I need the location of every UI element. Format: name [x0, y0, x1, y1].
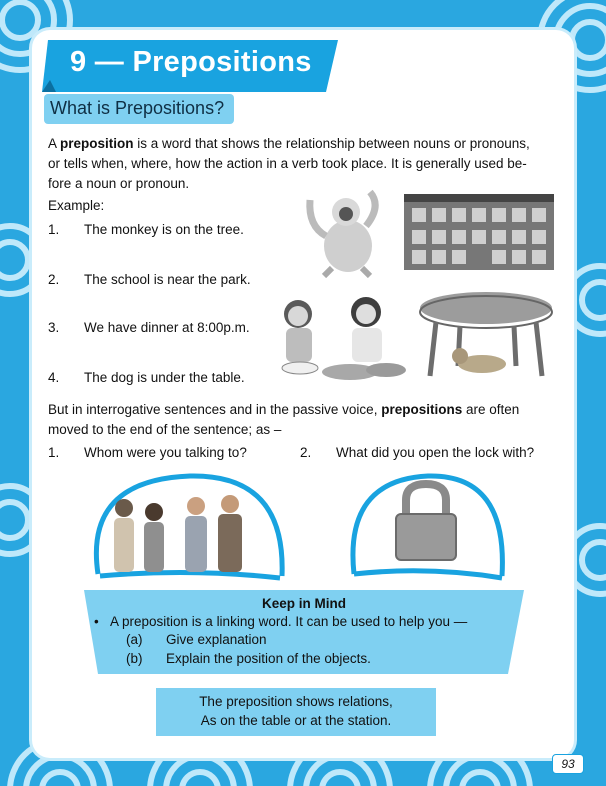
keep-in-mind-item-label-a: (a): [126, 632, 143, 647]
keep-in-mind-title: Keep in Mind: [262, 596, 346, 611]
interrogative-line-2: moved to the end of the sentence; as –: [48, 422, 282, 437]
school-image: [404, 194, 554, 270]
example-text-2: The school is near the park.: [84, 272, 251, 287]
question-num-1: 1.: [48, 445, 60, 460]
intro-line-2: or tells when, where, how the action in a verb took place. It is generally used be-: [48, 156, 527, 171]
intro-line-3: fore a noun or pronoun.: [48, 176, 190, 191]
table-dog-image: [416, 288, 556, 382]
example-text-4: The dog is under the table.: [84, 370, 245, 385]
keep-in-mind-item-label-b: (b): [126, 651, 143, 666]
section-heading: [44, 94, 234, 124]
example-num-2: 2.: [48, 272, 60, 287]
intro-line-1: [48, 134, 568, 154]
intro-prefix: A: [48, 136, 61, 151]
example-num-4: 4.: [48, 370, 60, 385]
monkey-image: [296, 186, 396, 278]
dinner-image: [264, 290, 410, 384]
keep-in-mind-item-text-b: Explain the position of the objects.: [166, 651, 371, 666]
keep-in-mind-item-text-a: Give explanation: [166, 632, 267, 647]
interrogative-line-1: [48, 400, 568, 420]
section-heading-text: What is Prepositions?: [50, 98, 225, 118]
example-text-3: We have dinner at 8:00p.m.: [84, 320, 250, 335]
interrogative-term: prepositions: [381, 402, 463, 417]
question-text-2: What did you open the lock with?: [336, 445, 535, 460]
rhyme-line-1: The preposition shows relations,: [199, 694, 393, 709]
example-text-1: The monkey is on the tree.: [84, 222, 244, 237]
padlock-image: [348, 470, 508, 582]
example-num-1: 1.: [48, 222, 60, 237]
question-text-1: Whom were you talking to?: [84, 445, 247, 460]
chapter-title: 9 — Prepositions: [70, 46, 312, 78]
interrogative-prefix: But in interrogative sentences and in the passive voice,: [48, 402, 382, 417]
intro-paragraph: [48, 134, 568, 194]
keep-in-mind-bullet: •: [94, 614, 99, 629]
interrogative-paragraph: [48, 400, 568, 440]
page-number: 93: [552, 754, 584, 774]
rhyme-line-2: As on the table or at the station.: [200, 713, 392, 728]
example-num-3: 3.: [48, 320, 60, 335]
example-label: Example:: [48, 198, 105, 213]
intro-line1-rest: is a word that shows the relationship between nouns or pronouns,: [133, 136, 530, 151]
people-talking-image: [90, 472, 288, 584]
question-num-2: 2.: [300, 445, 312, 460]
interrogative-suffix: are often: [462, 402, 520, 417]
intro-term: preposition: [60, 136, 134, 151]
keep-in-mind-point: A preposition is a linking word. It can be used to help you —: [110, 614, 468, 629]
